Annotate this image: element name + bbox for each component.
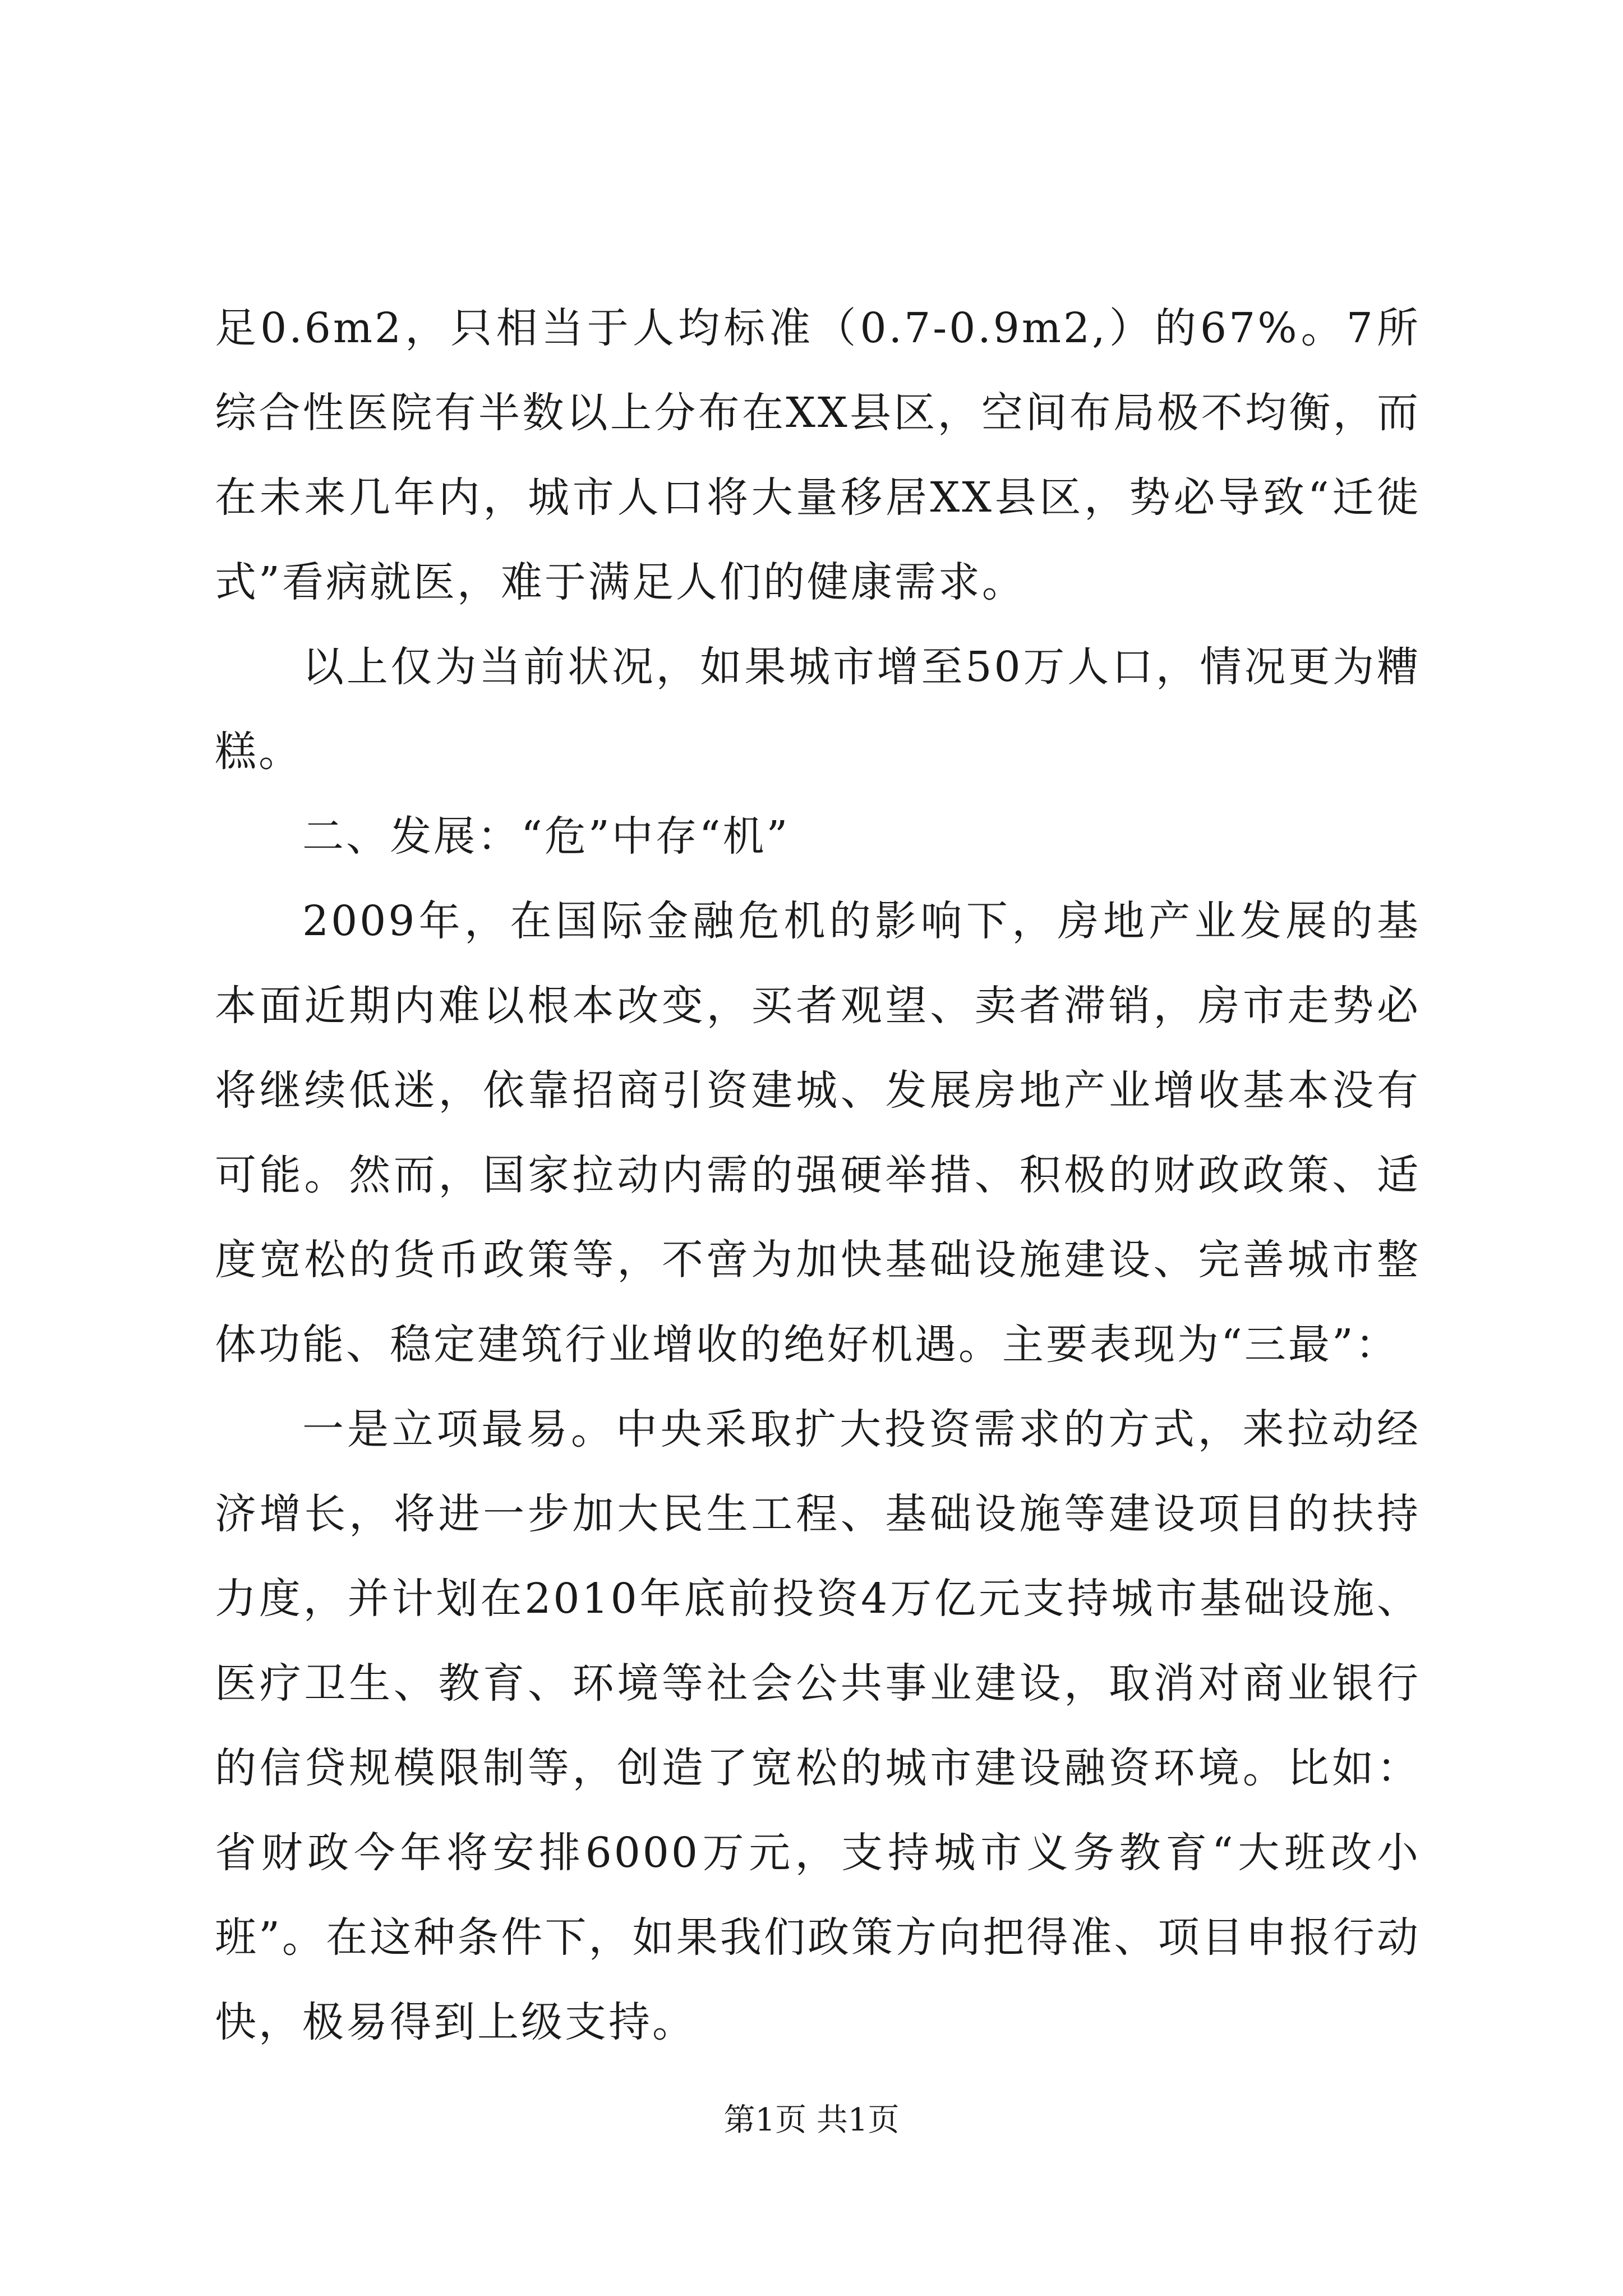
section-heading-development: 二、发展：“危”中存“机” [302,812,790,861]
document-body [215,286,1421,2065]
paragraph-financial-crisis: 2009年，在国际金融危机的影响下，房地产业发展的基本面近期内难以根本改变，买者观望、卖者滞销，房市走势必将继续低迷，依靠招商引资建城、发展房地产业增收基本没有可能。然而，国家拉动内需的强硬举措、积极的财政政策、适度宽松的货币政策等，不啻为加快基础设施建设、完善城市整体功能、稳定建筑行业增收的绝好机遇。主要表现为“三最”： [215,897,1421,1369]
page-footer: 第1页 共1页 [723,2102,900,2138]
paragraph-hospital-distribution: 足0.6m2，只相当于人均标准（0.7-0.9m2,）的67%。7所综合性医院有半数以上分布在XX县区，空间布局极不均衡，而在未来几年内，城市人口将大量移居XX县区，势必导致“迁徙式”看病就医，难于满足人们的健康需求。 [215,304,1421,606]
paragraph-project-approval: 一是立项最易。中央采取扩大投资需求的方式，来拉动经济增长，将进一步加大民生工程、基础设施等建设项目的扶持力度，并计划在2010年底前投资4万亿元支持城市基础设施、医疗卫生、教育、环境等社会公共事业建设，取消对商业银行的信贷规模限制等，创造了宽松的城市建设融资环境。比如：省财政今年将安排6000万元，支持城市义务教育“大班改小班”。在这种条件下，如果我们政策方向把得准、项目申报行动快，极易得到上级支持。 [215,1405,1421,2046]
paragraph-current-situation: 以上仅为当前状况，如果城市增至50万人口，情况更为糟糕。 [215,643,1421,776]
